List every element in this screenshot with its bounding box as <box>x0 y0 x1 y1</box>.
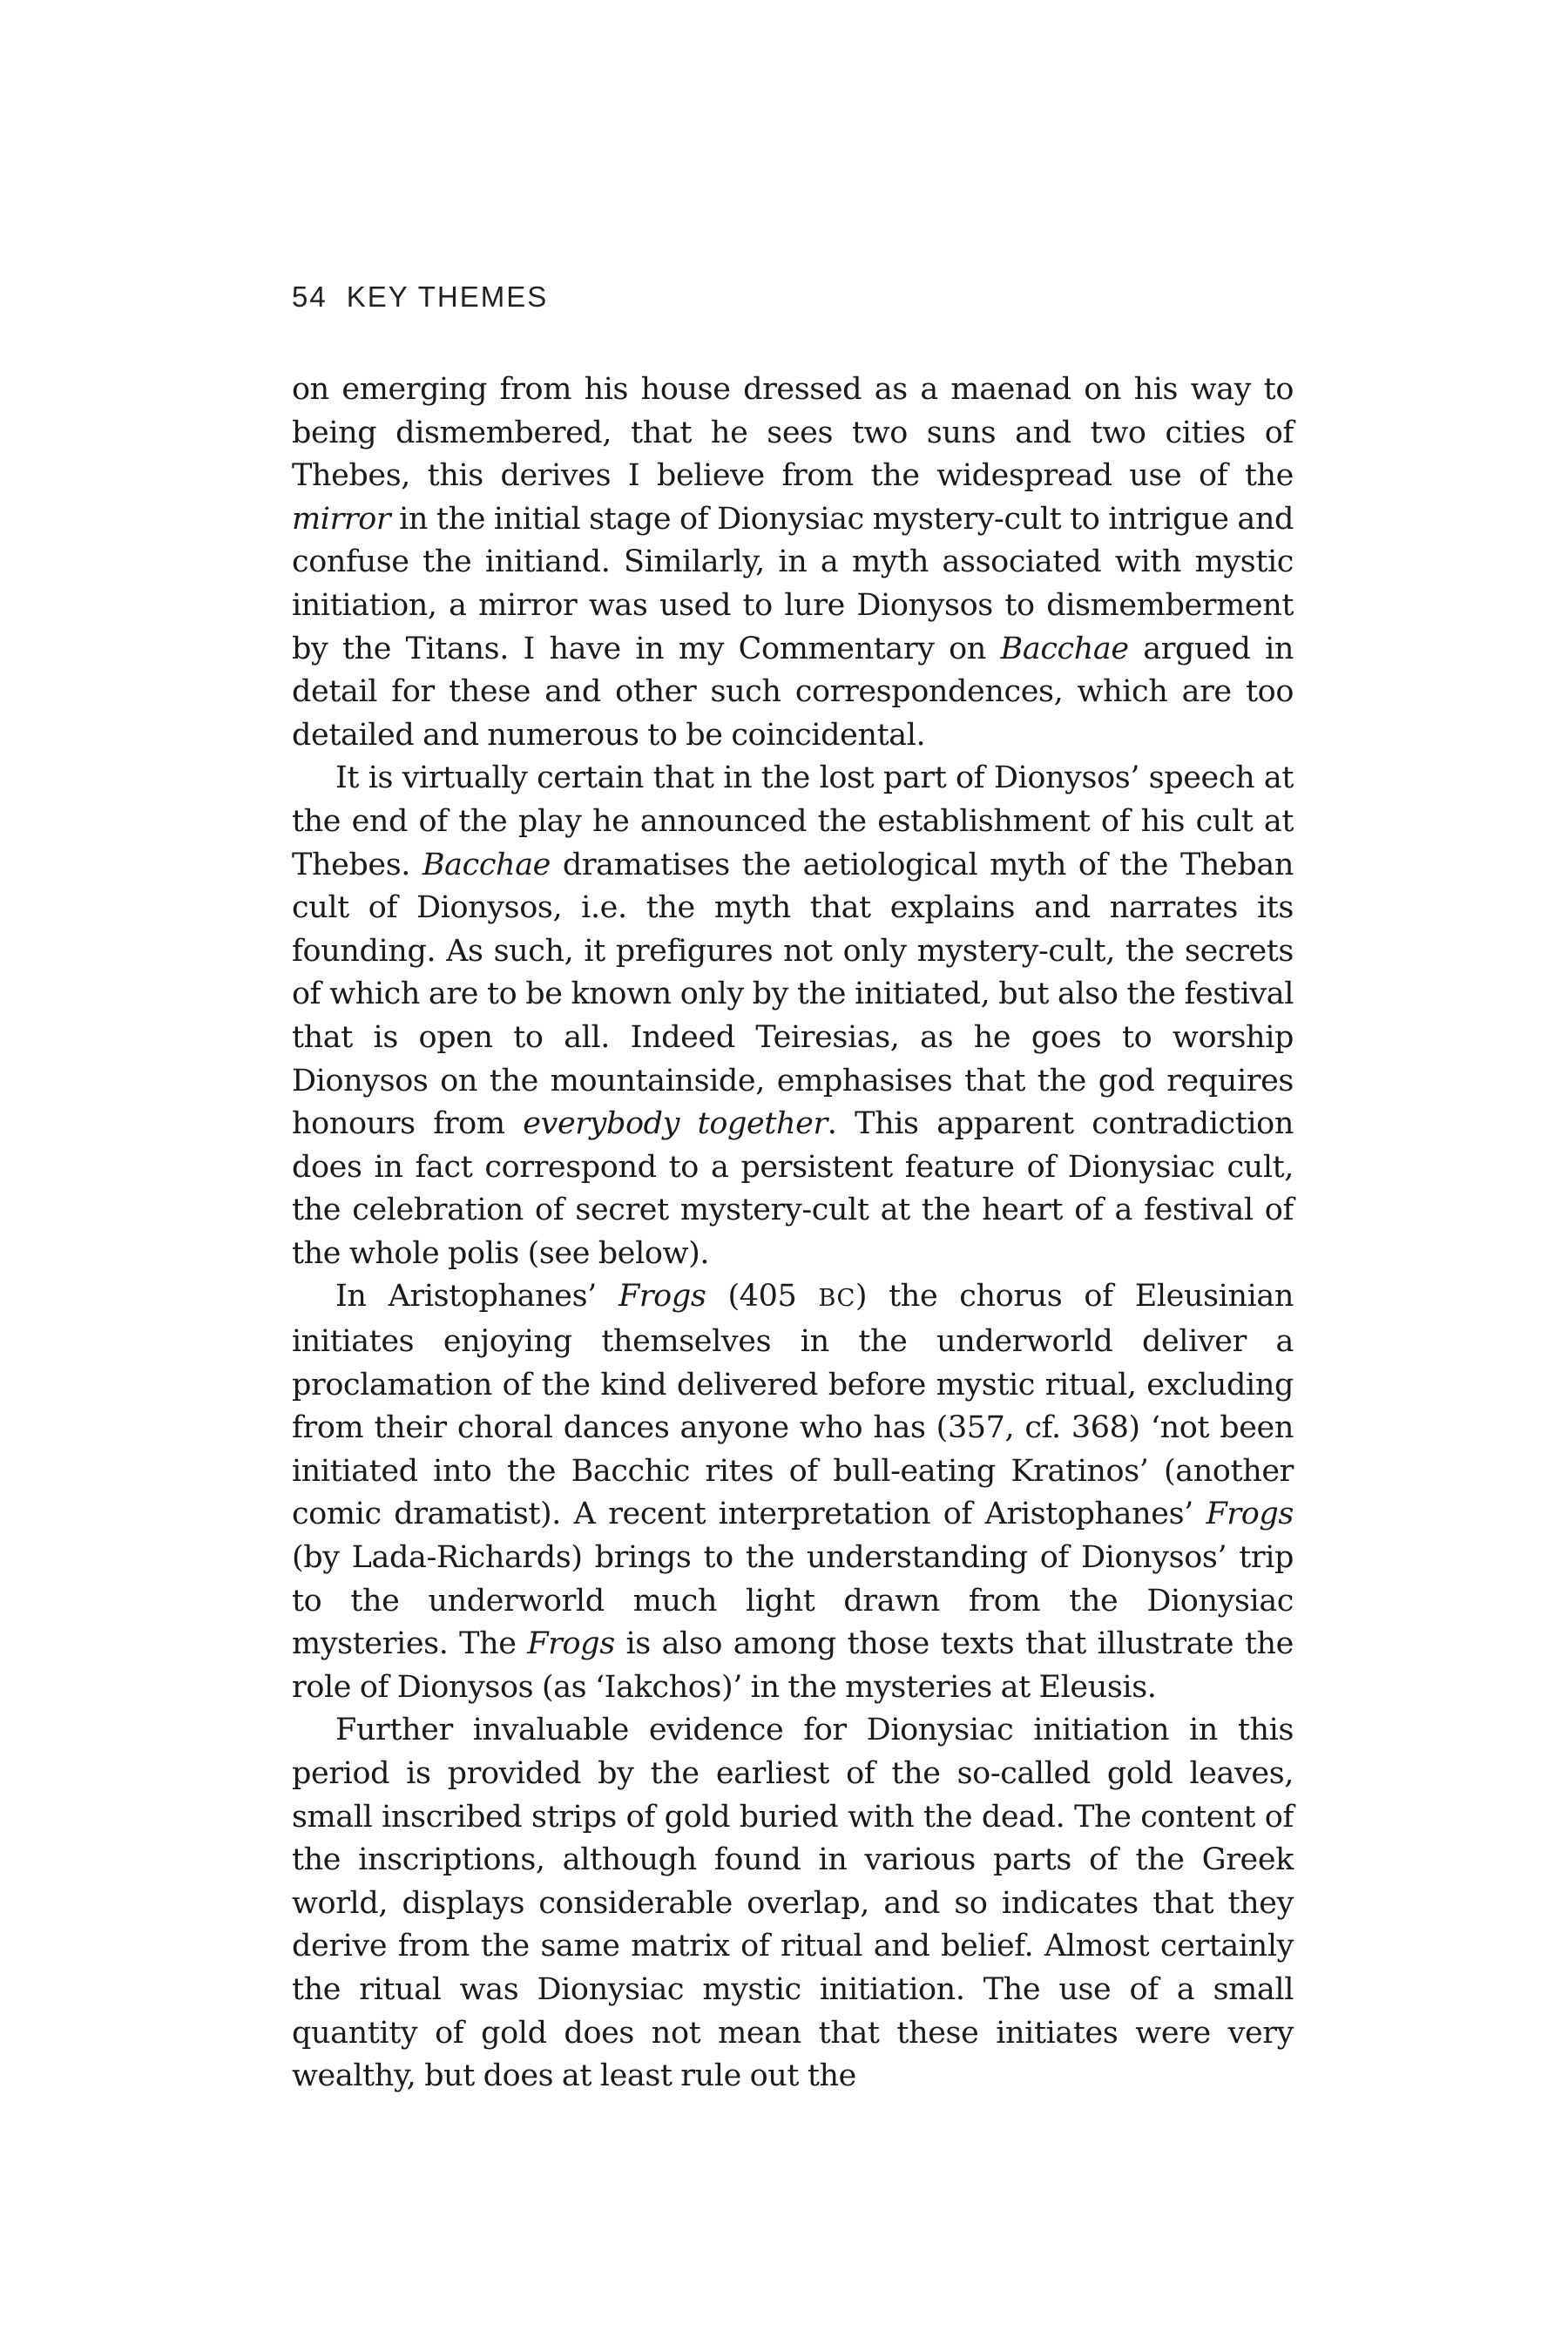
text-run: . This apparent contradiction does in fact correspond to a persistent feature of Dionysiac cult, the celebration of secret mystery-cult at the heart of a festival of the whole polis (see below). <box>292 1106 1294 1271</box>
paragraph-4 <box>292 1709 1294 2098</box>
text-run: In Aristophanes’ <box>335 1279 618 1315</box>
italic-term: everybody together <box>523 1106 828 1142</box>
italic-title: Frogs <box>618 1279 706 1315</box>
body-text <box>292 368 1294 2099</box>
paragraph-3 <box>292 1275 1294 1709</box>
running-head <box>292 280 548 314</box>
text-run: Further invaluable evidence for Dionysiac initiation in this period is provided by the earliest of the so-called gold leaves, small inscribed strips of gold buried with the dead. The content of the inscriptions, although found in various parts of the Greek world, displays considerable overlap, and so indicates that they derive from the same matrix of ritual and belief. Almost certainly the ritual was Dionysiac mystic initiation. The use of a small quantity of gold does not mean that these initiates were very wealthy, but does at least rule out the <box>292 1713 1294 2094</box>
text-run: is also among those texts that illustrate the role of Dionysos (as ‘Iakchos)’ in the mysteries at Eleusis. <box>292 1626 1294 1705</box>
text-run: dramatises the aetiological myth of the Theban cult of Dionysos, i.e. the myth that explains and narrates its founding. As such, it prefigures not only mystery-cult, the secrets of which are to be known only by the initiated, but also the festival that is open to all. Indeed Teiresias, as he goes to worship Dionysos on the mountainside, emphasises that the god requires honours from <box>292 847 1294 1142</box>
italic-title: Frogs <box>527 1626 615 1662</box>
page-number: 54 <box>292 280 328 313</box>
italic-title: Bacchae <box>1000 631 1129 666</box>
paragraph-1 <box>292 368 1294 757</box>
text-run: It is virtually certain that in the lost part of Dionysos’ speech at the end of the play he announced the establishment of his cult at Thebes. <box>292 760 1294 882</box>
italic-title: Frogs <box>1206 1497 1294 1532</box>
italic-title: Bacchae <box>422 847 551 882</box>
text-run: on emerging from his house dressed as a maenad on his way to being dismembered, that he sees two suns and two cities of Thebes, this derives I believe from the widespread use of the <box>292 372 1294 494</box>
italic-term: mirror <box>292 501 391 537</box>
section-title: KEY THEMES <box>346 280 549 313</box>
small-caps-era: BC <box>818 1285 855 1313</box>
text-run: in the initial stage of Dionysiac mystery-cult to intrigue and confuse the initiand. Similarly, in a myth associated with mystic initiation, a mirror was used to lure Dionysos to dismemberment by the Titans. I have in my Commentary on <box>292 501 1294 666</box>
paragraph-2 <box>292 757 1294 1275</box>
text-run: ) the chorus of Eleusinian initiates enjoying themselves in the underworld deliver a proclamation of the kind delivered before mystic ritual, excluding from their choral dances anyone who has (357, cf. 368) ‘not been initiated into the Bacchic rites of bull-eating Kratinos’ (another comic dramatist). A recent interpretation of Aristophanes’ <box>292 1279 1294 1532</box>
text-run: argued in detail for these and other such correspondences, which are too detailed and numerous to be coincidental. <box>292 631 1294 753</box>
text-run: (by Lada-Richards) brings to the understanding of Dionysos’ trip to the underworld much light drawn from the Dionysiac mysteries. The <box>292 1540 1294 1662</box>
text-run: (405 <box>706 1279 819 1315</box>
